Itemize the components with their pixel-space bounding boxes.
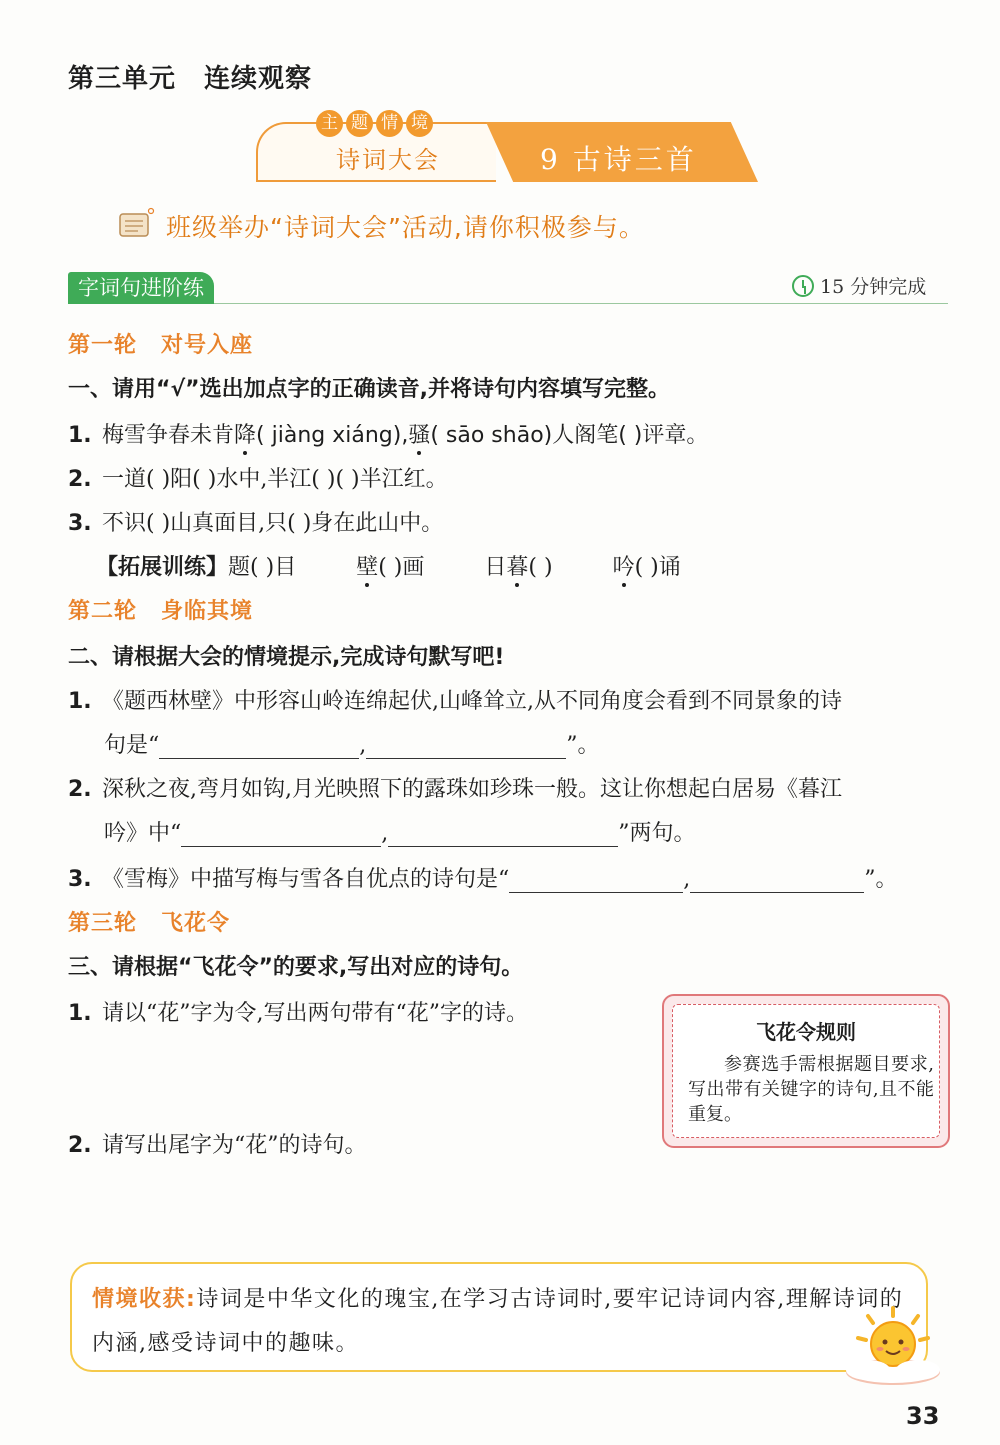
- item-text: 《雪梅》中描写梅与雪各自优点的诗句是“: [102, 867, 510, 892]
- item-text: 不识( )山真面目,只( )身在此山中。: [102, 511, 444, 536]
- answer-blank[interactable]: [690, 871, 864, 893]
- theme-name: 诗词大会: [336, 146, 440, 174]
- round2-item-2: [68, 772, 842, 803]
- item-text: 句是“: [104, 733, 160, 758]
- comma: ,: [683, 867, 691, 892]
- round1-label: 第一轮: [68, 333, 138, 358]
- scenario-text: 班级举办“诗词大会”活动,请你积极参与。: [166, 213, 645, 242]
- round3-item-2: [68, 1128, 367, 1159]
- page-number: 33: [906, 1402, 940, 1430]
- section-tag: 字词句进阶练: [68, 272, 214, 304]
- rule-body: 参赛选手需根据题目要求,写出带有关键字的诗句,且不能重复。: [688, 1054, 934, 1125]
- theme-tag: 境: [406, 110, 433, 137]
- pinyin-options: ( jiàng xiáng),: [256, 423, 409, 448]
- round2-item-3: [68, 862, 898, 893]
- round2-question: 二、请根据大会的情境提示,完成诗句默写吧!: [68, 645, 505, 670]
- round3-question: 三、请根据“飞花令”的要求,写出对应的诗句。: [68, 955, 524, 980]
- item-text: ”。: [864, 867, 898, 892]
- round3-item-1: [68, 996, 528, 1027]
- alarm-clock-icon: [792, 275, 814, 297]
- item-number: 1.: [68, 689, 92, 714]
- extension-label: 【拓展训练】: [96, 555, 229, 580]
- item-number: 2.: [68, 467, 92, 492]
- dotted-char: 暮: [506, 550, 528, 581]
- round1-item-2: [68, 462, 448, 493]
- unit-label: 第三单元: [68, 64, 177, 94]
- item-text: ”两句。: [618, 821, 696, 846]
- answer-blank[interactable]: [388, 825, 618, 847]
- item-text: 深秋之夜,弯月如钩,月光映照下的露珠如珍珠一般。这让你想起白居易《暮江: [102, 777, 842, 802]
- dotted-char: 壁: [356, 550, 378, 581]
- word-blank: ( )诵: [634, 555, 681, 580]
- round2-item-2-cont: [104, 816, 696, 847]
- round2-item-1: [68, 684, 842, 715]
- theme-tags: [316, 110, 433, 137]
- round1-item-1: [68, 418, 708, 449]
- item-text: 请写出尾字为“花”的诗句。: [102, 1133, 367, 1158]
- round2-title: 身临其境: [161, 599, 254, 624]
- word-char: 题: [228, 555, 251, 580]
- item-text: 吟》中“: [104, 821, 182, 846]
- item-number: 3.: [68, 867, 92, 892]
- round3-heading: [68, 906, 230, 937]
- answer-blank[interactable]: [159, 737, 359, 759]
- item-number: 2.: [68, 777, 92, 802]
- answer-blank[interactable]: [181, 825, 381, 847]
- theme-tag: 题: [346, 110, 373, 137]
- item-number: 1.: [68, 423, 92, 448]
- round1-item-3: [68, 506, 443, 537]
- item-text: ”。: [566, 733, 600, 758]
- word-blank: ( )目: [250, 555, 297, 580]
- unit-title: [68, 58, 312, 95]
- item-text: 《题西林壁》中形容山岭连绵起伏,山峰耸立,从不同角度会看到不同景象的诗: [102, 689, 842, 714]
- round1-question: 一、请用“√”选出加点字的正确读音,并将诗句内容填写完整。: [68, 377, 670, 402]
- extension-training: [96, 550, 681, 581]
- dotted-char: 降: [234, 418, 256, 449]
- round1-heading: [68, 328, 253, 359]
- item-text: 梅雪争春未肯: [102, 423, 235, 448]
- comma: ,: [359, 733, 367, 758]
- item-text: 一道( )阳( )水中,半江( )( )半江红。: [102, 467, 448, 492]
- answer-blank[interactable]: [509, 871, 683, 893]
- item-number: 2.: [68, 1133, 92, 1158]
- round1-title: 对号入座: [161, 333, 254, 358]
- round3-label: 第三轮: [68, 911, 138, 936]
- dotted-char: 吟: [613, 550, 635, 581]
- item-number: 1.: [68, 1001, 92, 1026]
- lesson-title: 9 古诗三首: [540, 143, 697, 176]
- timer-text: 15 分钟完成: [820, 276, 927, 298]
- item-number: 3.: [68, 511, 92, 536]
- round2-heading: [68, 594, 253, 625]
- timer: [792, 272, 926, 299]
- unit-theme: 连续观察: [204, 64, 313, 94]
- answer-blank[interactable]: [366, 737, 566, 759]
- sun-icon: [838, 1302, 948, 1388]
- harvest-body: 诗词是中华文化的瑰宝,在学习古诗词时,要牢记诗词内容,理解诗词的内涵,感受诗词中的趣味。: [92, 1287, 904, 1356]
- rule-title: 飞花令规则: [756, 1020, 856, 1044]
- word-blank: ( )画: [378, 555, 425, 580]
- theme-tag: 情: [376, 110, 403, 137]
- item-text: 请以“花”字为令,写出两句带有“花”字的诗。: [102, 1001, 528, 1026]
- theme-tag: 主: [316, 110, 343, 137]
- round2-item-1-cont: [104, 728, 600, 759]
- harvest-text: [92, 1278, 912, 1366]
- word-blank: ( ): [528, 555, 553, 580]
- comma: ,: [381, 821, 389, 846]
- round2-label: 第二轮: [68, 599, 138, 624]
- word-char: 日: [484, 555, 507, 580]
- dotted-char: 骚: [408, 418, 430, 449]
- item-text: ( sāo shāo)人阁笔( )评章。: [430, 423, 709, 448]
- round3-title: 飞花令: [161, 911, 231, 936]
- harvest-label: 情境收获:: [92, 1287, 197, 1312]
- scroll-icon: [116, 206, 156, 240]
